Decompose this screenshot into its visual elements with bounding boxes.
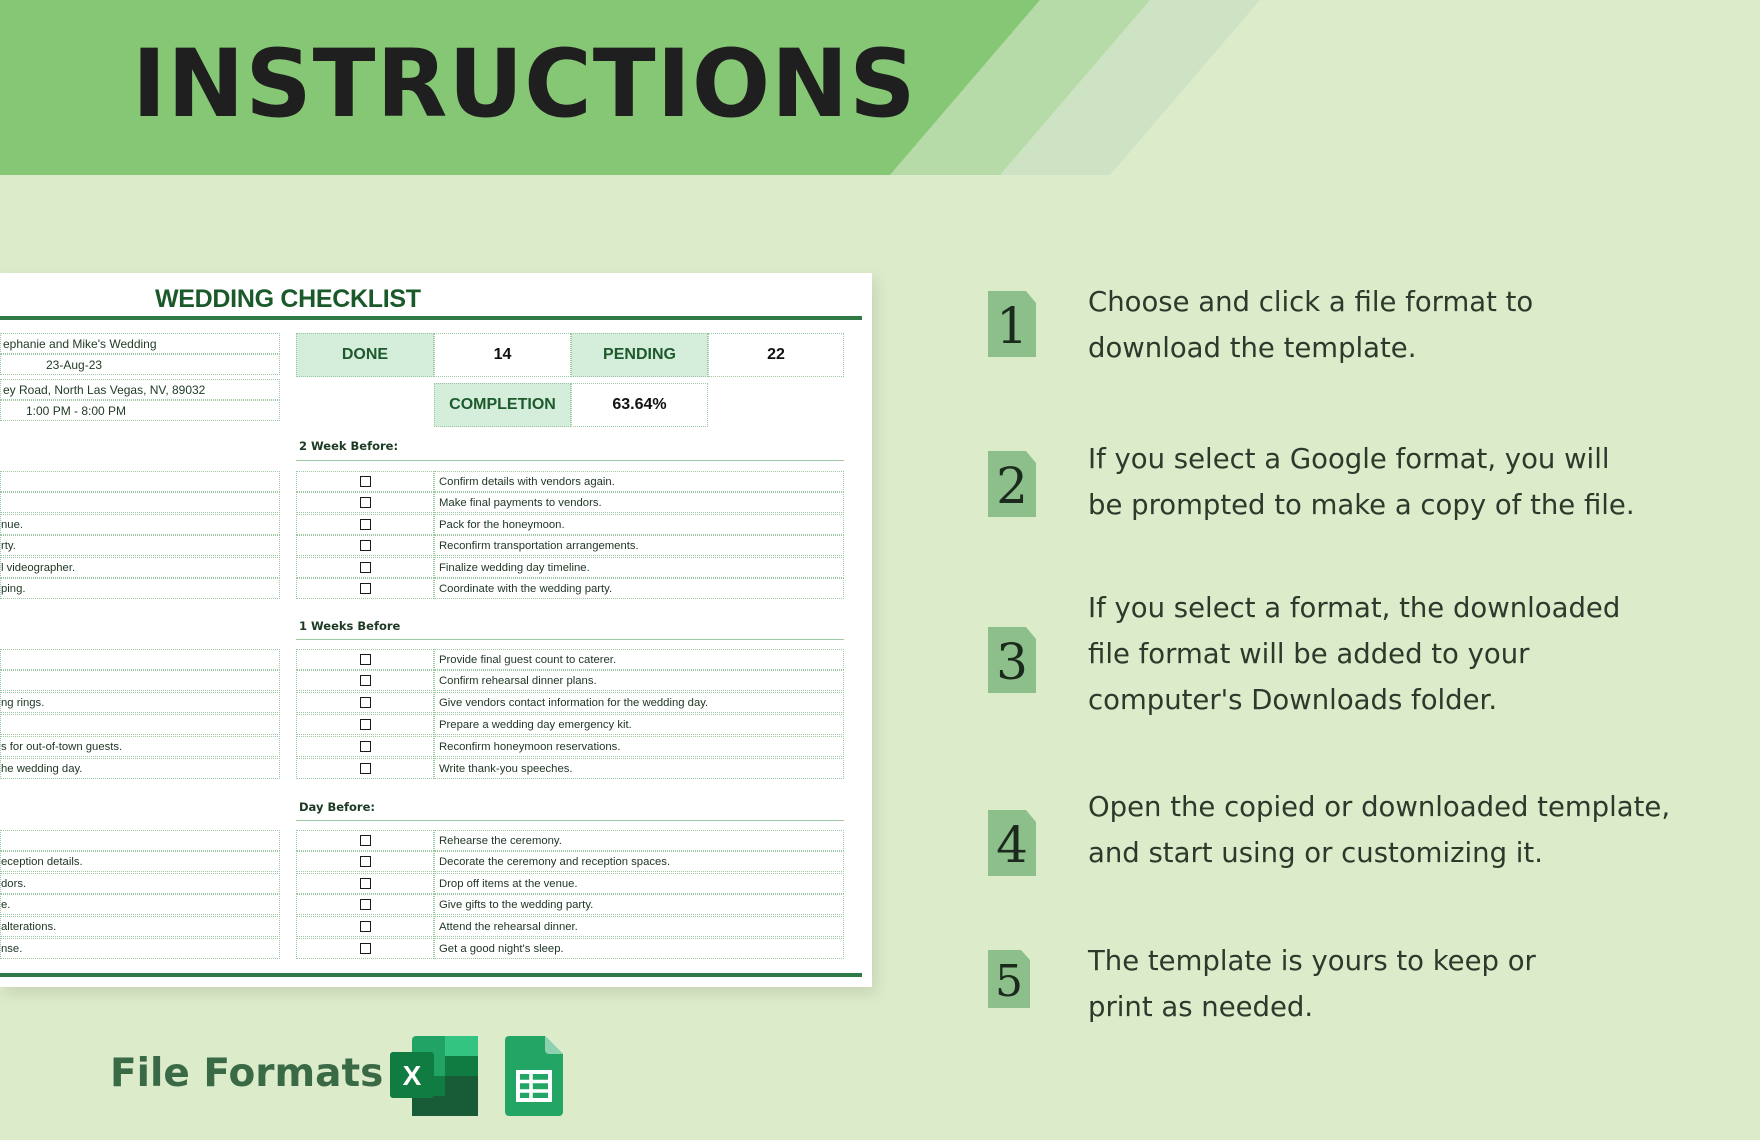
task-text: Reconfirm transportation arrangements. bbox=[434, 535, 844, 556]
done-label: DONE bbox=[296, 333, 434, 377]
event-address: ey Road, North Las Vegas, NV, 89032 bbox=[0, 379, 280, 400]
task-text: Make final payments to vendors. bbox=[434, 492, 844, 513]
task-checkbox[interactable] bbox=[360, 476, 371, 487]
task-checkbox[interactable] bbox=[360, 856, 371, 867]
task-checkbox[interactable] bbox=[360, 697, 371, 708]
done-value: 14 bbox=[434, 333, 571, 377]
task-checkbox[interactable] bbox=[360, 899, 371, 910]
task-row bbox=[296, 873, 844, 894]
task-checkbox[interactable] bbox=[360, 719, 371, 730]
task-row bbox=[296, 851, 844, 872]
task-checkbox[interactable] bbox=[360, 835, 371, 846]
event-name: ephanie and Mike's Wedding bbox=[0, 333, 280, 354]
task-row bbox=[296, 938, 844, 959]
task-text: Get a good night's sleep. bbox=[434, 938, 844, 959]
checklist-preview bbox=[0, 273, 872, 987]
list-item: nue. bbox=[0, 514, 280, 535]
list-item: eception details. bbox=[0, 851, 280, 872]
list-item: l videographer. bbox=[0, 557, 280, 578]
task-text: Write thank-you speeches. bbox=[434, 758, 844, 779]
task-checkbox[interactable] bbox=[360, 497, 371, 508]
task-text: Finalize wedding day timeline. bbox=[434, 557, 844, 578]
bottom-divider bbox=[0, 973, 862, 977]
list-item bbox=[0, 492, 280, 513]
completion-value: 63.64% bbox=[571, 383, 708, 427]
task-row bbox=[296, 557, 844, 578]
task-checkbox[interactable] bbox=[360, 741, 371, 752]
section-divider bbox=[296, 460, 844, 461]
pending-label: PENDING bbox=[571, 333, 708, 377]
task-row bbox=[296, 492, 844, 513]
task-checkbox[interactable] bbox=[360, 562, 371, 573]
task-row bbox=[296, 830, 844, 851]
event-date: 23-Aug-23 bbox=[0, 354, 280, 375]
list-item: he wedding day. bbox=[0, 758, 280, 779]
completion-label: COMPLETION bbox=[434, 383, 571, 427]
task-checkbox[interactable] bbox=[360, 583, 371, 594]
section-divider bbox=[296, 820, 844, 821]
list-item bbox=[0, 714, 280, 735]
task-text: Prepare a wedding day emergency kit. bbox=[434, 714, 844, 735]
list-item bbox=[0, 471, 280, 492]
task-row bbox=[296, 692, 844, 713]
task-text: Give vendors contact information for the wedding day. bbox=[434, 692, 844, 713]
list-item: rty. bbox=[0, 535, 280, 556]
task-text: Pack for the honeymoon. bbox=[434, 514, 844, 535]
excel-icon[interactable] bbox=[390, 1036, 478, 1116]
list-item bbox=[0, 670, 280, 691]
google-sheets-icon[interactable] bbox=[505, 1036, 563, 1116]
task-row bbox=[296, 514, 844, 535]
event-time: 1:00 PM - 8:00 PM bbox=[0, 400, 280, 421]
step-number: 1 bbox=[996, 297, 1028, 355]
pending-value: 22 bbox=[708, 333, 844, 377]
task-checkbox[interactable] bbox=[360, 943, 371, 954]
task-text: Reconfirm honeymoon reservations. bbox=[434, 736, 844, 757]
section-title: 2 Week Before: bbox=[299, 439, 399, 453]
task-text: Decorate the ceremony and reception spaces. bbox=[434, 851, 844, 872]
list-item bbox=[0, 649, 280, 670]
task-row bbox=[296, 670, 844, 691]
task-row bbox=[296, 916, 844, 937]
task-text: Attend the rehearsal dinner. bbox=[434, 916, 844, 937]
task-row bbox=[296, 535, 844, 556]
task-text: Give gifts to the wedding party. bbox=[434, 894, 844, 915]
task-row bbox=[296, 578, 844, 599]
task-checkbox[interactable] bbox=[360, 675, 371, 686]
step-text: The template is yours to keep or print as needed. bbox=[1088, 945, 1536, 1023]
task-row bbox=[296, 758, 844, 779]
step-number: 2 bbox=[996, 457, 1028, 515]
list-item: s for out-of-town guests. bbox=[0, 736, 280, 757]
task-checkbox[interactable] bbox=[360, 540, 371, 551]
task-text: Provide final guest count to caterer. bbox=[434, 649, 844, 670]
step-number: 5 bbox=[995, 955, 1023, 1007]
step-text: If you select a format, the downloaded file format will be added to your computer's Downloads folder. bbox=[1088, 592, 1621, 716]
section-title: Day Before: bbox=[299, 800, 375, 814]
title-divider bbox=[0, 316, 862, 320]
task-checkbox[interactable] bbox=[360, 921, 371, 932]
task-checkbox[interactable] bbox=[360, 763, 371, 774]
task-checkbox[interactable] bbox=[360, 519, 371, 530]
list-item bbox=[0, 830, 280, 851]
excel-letter: X bbox=[402, 1060, 422, 1091]
list-item: alterations. bbox=[0, 916, 280, 937]
step-text: Choose and click a file format to download the template. bbox=[1088, 286, 1534, 364]
task-row bbox=[296, 894, 844, 915]
task-text: Coordinate with the wedding party. bbox=[434, 578, 844, 599]
task-row bbox=[296, 649, 844, 670]
checklist-title: WEDDING CHECKLIST bbox=[155, 285, 421, 313]
list-item: e. bbox=[0, 894, 280, 915]
step-text: If you select a Google format, you will be prompted to make a copy of the file. bbox=[1088, 443, 1635, 521]
section-divider bbox=[296, 639, 844, 640]
task-text: Confirm rehearsal dinner plans. bbox=[434, 670, 844, 691]
task-checkbox[interactable] bbox=[360, 878, 371, 889]
page-title: INSTRUCTIONS bbox=[132, 30, 917, 139]
step-text: Open the copied or downloaded template, and start using or customizing it. bbox=[1088, 791, 1671, 869]
file-formats-label: File Formats bbox=[110, 1051, 384, 1096]
task-row bbox=[296, 736, 844, 757]
task-text: Confirm details with vendors again. bbox=[434, 471, 844, 492]
list-item: nse. bbox=[0, 938, 280, 959]
task-checkbox[interactable] bbox=[360, 654, 371, 665]
task-text: Rehearse the ceremony. bbox=[434, 830, 844, 851]
task-row bbox=[296, 714, 844, 735]
section-title: 1 Weeks Before bbox=[299, 619, 401, 633]
list-item: dors. bbox=[0, 873, 280, 894]
step-number: 4 bbox=[996, 816, 1028, 874]
task-text: Drop off items at the venue. bbox=[434, 873, 844, 894]
list-item: ng rings. bbox=[0, 692, 280, 713]
step-number: 3 bbox=[996, 633, 1028, 691]
list-item: ping. bbox=[0, 578, 280, 599]
task-row bbox=[296, 471, 844, 492]
